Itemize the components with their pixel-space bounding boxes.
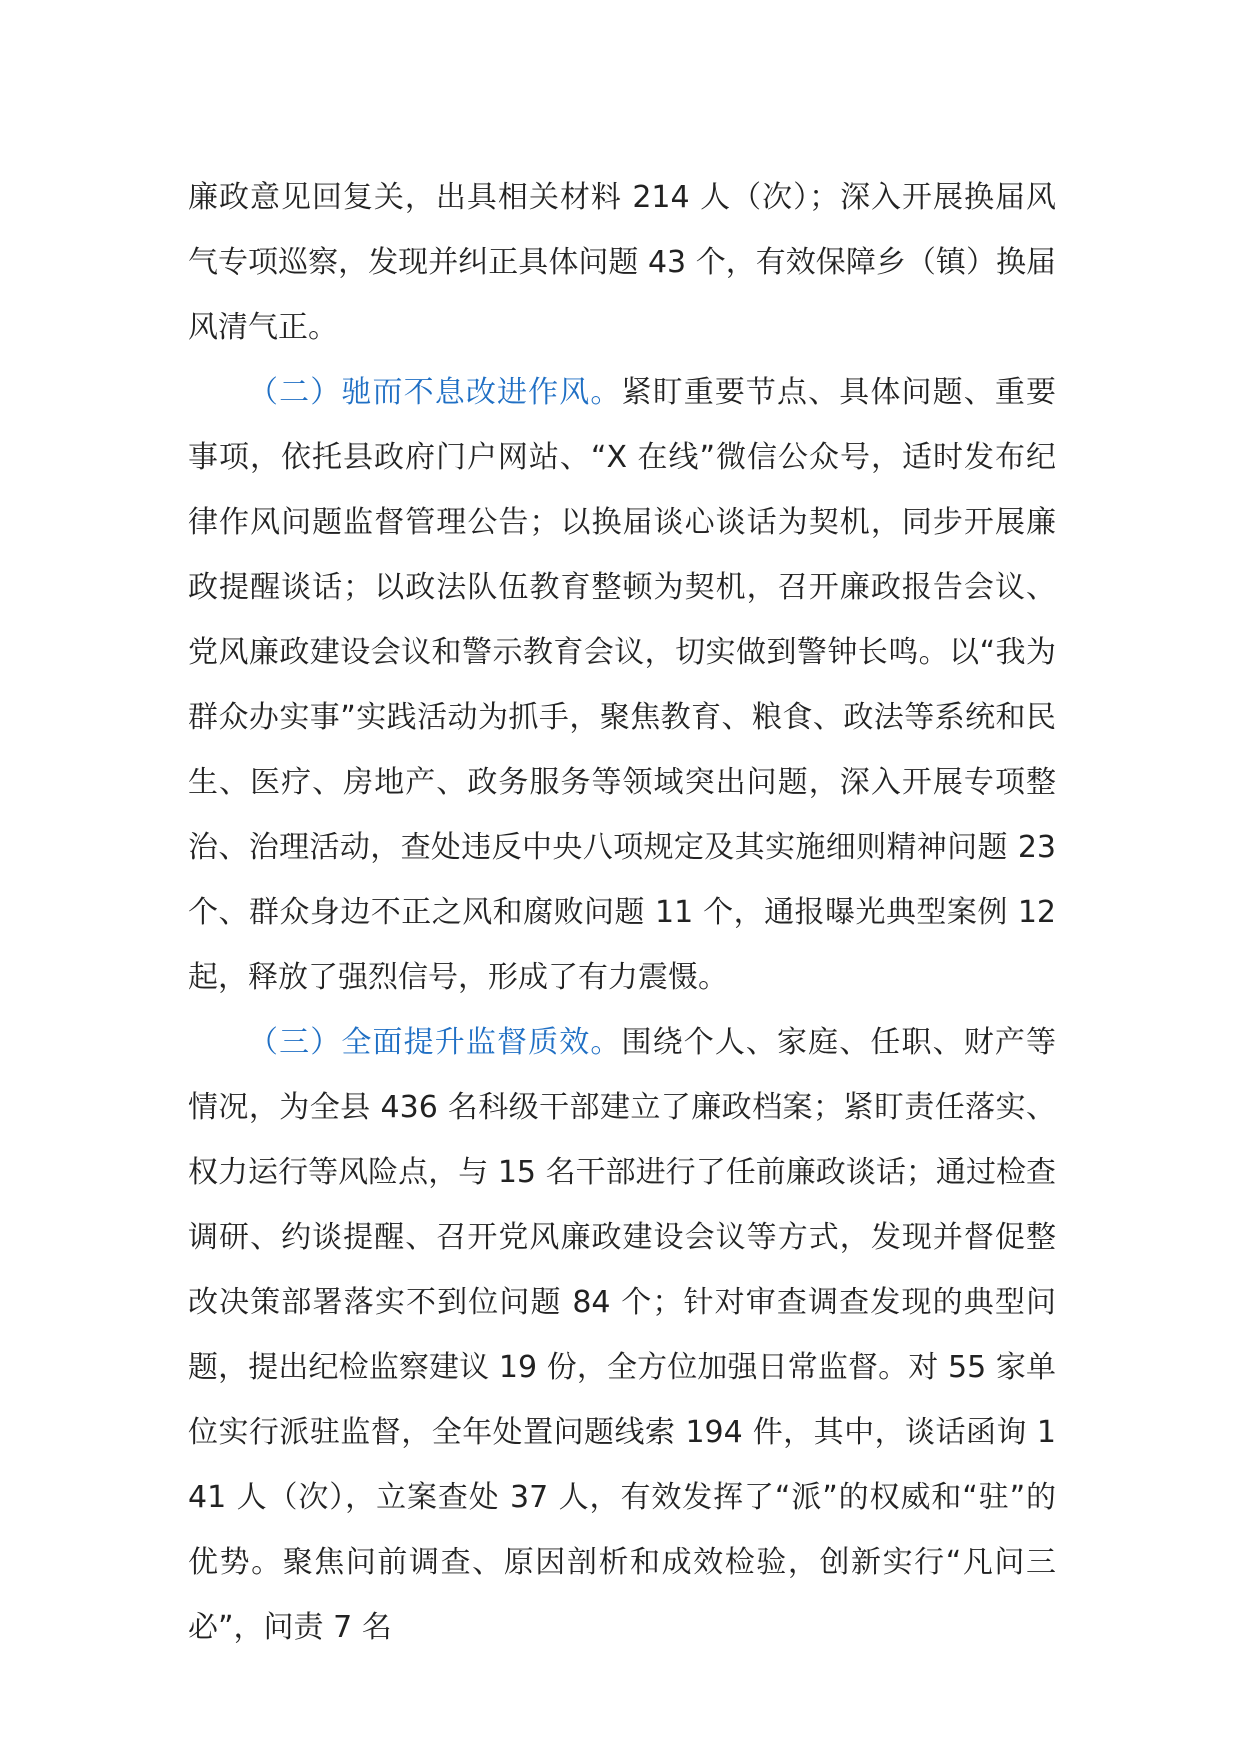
paragraph-2-text: 紧盯重要节点、具体问题、重要事项，依托县政府门户网站、“X 在线”微信公众号，适时发布纪律作风问题监督管理公告；以换届谈心谈话为契机，同步开展廉政提醒谈话；以政法队伍教育整顿为契机，召开廉政报告会议、党风廉政建设会议和警示教育会议，切实做到警钟长鸣。以“我为群众办实事”实践活动为抓手，聚焦教育、粮食、政法等系统和民生、医疗、房地产、政务服务等领域突出问题，深入开展专项整治、治理活动，查处违反中央八项规定及其实施细则精神问题 23 个、群众身边不正之风和腐败问题 11 个，通报曝光典型案例 12 起，释放了强烈信号，形成了有力震慑。 bbox=[188, 375, 1057, 995]
paragraph-3-text: 围绕个人、家庭、任职、财产等情况，为全县 436 名科级干部建立了廉政档案；紧盯责任落实、权力运行等风险点，与 15 名干部进行了任前廉政谈话；通过检查调研、约谈提醒、召开党风廉政建设会议等方式，发现并督促整改决策部署落实不到位问题 84 个；针对审查调查发现的典型问题，提出纪检监察建议 19 份，全方位加强日常监督。对 55 家单位实行派驻监督，全年处置问题线索 194 件，其中，谈话函询 141 人（次），立案查处 37 人，有效发挥了“派”的权威和“驻”的优势。聚焦问前调查、原因剖析和成效检验，创新实行“凡问三必”，问责 7 名 bbox=[188, 1025, 1057, 1645]
paragraph-1 bbox=[188, 165, 1056, 360]
document-body bbox=[188, 165, 1056, 1660]
section-heading-supervision-quality: （三）全面提升监督质效。 bbox=[248, 1025, 622, 1060]
section-heading-improve-style: （二）驰而不息改进作风。 bbox=[248, 375, 622, 410]
paragraph-3 bbox=[188, 1010, 1056, 1660]
paragraph-1-text: 廉政意见回复关，出具相关材料 214 人（次）；深入开展换届风气专项巡察，发现并纠正具体问题 43 个，有效保障乡（镇）换届风清气正。 bbox=[188, 180, 1056, 345]
paragraph-2 bbox=[188, 360, 1056, 1010]
